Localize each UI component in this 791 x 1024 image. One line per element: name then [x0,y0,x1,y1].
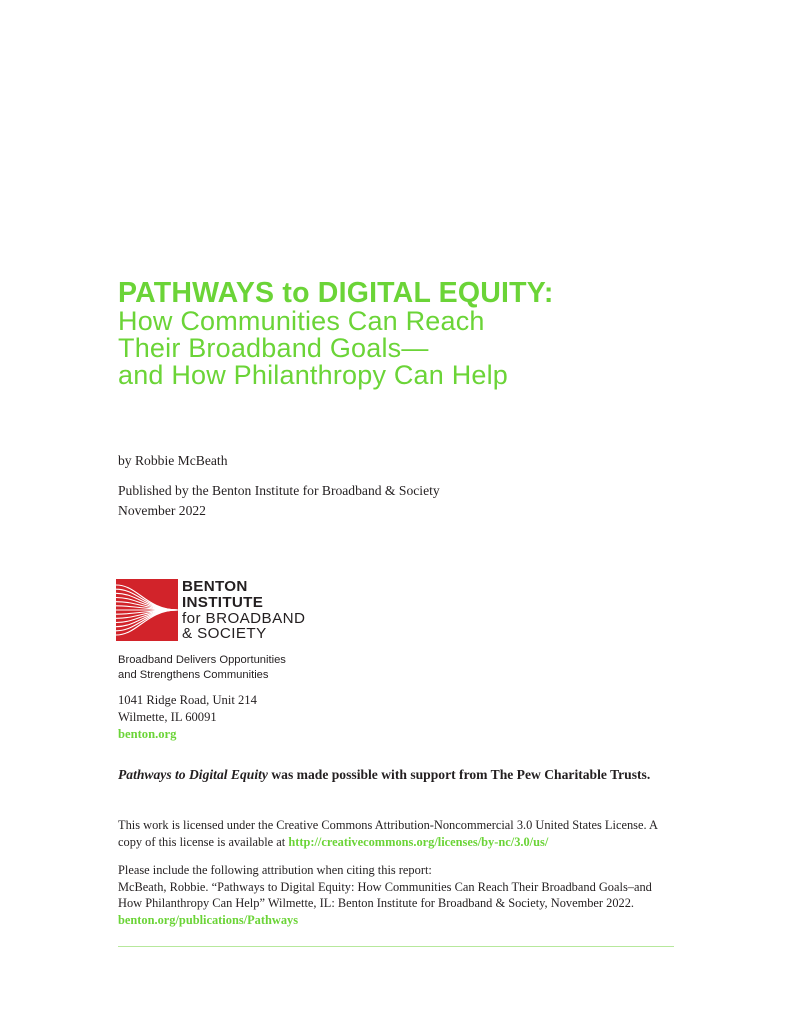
citation-link[interactable]: benton.org/publications/Pathways [118,912,299,927]
funding-acknowledgement [118,766,650,784]
report-name-italic: Pathways to Digital Equity [118,767,268,782]
footer-divider [118,946,674,947]
subtitle-line-2: Their Broadband Goals— [118,333,429,363]
publisher-line: Published by the Benton Institute for Broadband & Society [118,483,440,498]
title-main: PATHWAYS to DIGITAL EQUITY: [118,277,554,309]
citation-line-1: McBeath, Robbie. “Pathways to Digital Equity: How Communities Can Reach Their Broadband Goals–and [118,879,652,894]
logo-line-broadband: for BROADBAND [182,609,306,627]
license-line-2-text: copy of this license is available at [118,835,289,849]
subtitle-line-3: and How Philanthropy Can Help [118,360,509,390]
funding-text: was made possible with support from The Pew Charitable Trusts. [267,767,651,782]
tagline-line-1: Broadband Delivers Opportunities [118,654,286,666]
logo-line-society: & SOCIETY [182,625,267,643]
website-link[interactable]: benton.org [118,727,177,741]
tagline [118,653,286,683]
license-line-1: This work is licensed under the Creative Commons Attribution-Noncommercial 3.0 United States License. A [118,818,658,832]
logo-line-institute: INSTITUTE [182,593,264,611]
subtitle-line-1: How Communities Can Reach [118,306,485,336]
street-address: 1041 Ridge Road, Unit 214 [118,693,257,707]
broadband-fan-logo-icon [116,579,178,641]
license-notice [118,817,678,851]
citation-intro: Please include the following attribution when citing this report: [118,863,432,877]
publication-date: November 2022 [118,503,206,518]
citation-line-2: How Philanthropy Can Help” Wilmette, IL: Benton Institute for Broadband & Society, November 2022. [118,896,635,910]
citation-block [118,862,678,928]
publication-info [118,481,440,521]
report-title [118,278,554,389]
address-block [118,692,257,743]
license-line-2 [118,834,678,851]
byline: by Robbie McBeath [118,453,228,468]
logo-line-benton: BENTON [182,578,248,595]
license-link[interactable]: http://creativecommons.org/licenses/by-nc/3.0/us/ [288,835,549,849]
benton-institute-logo [116,579,336,643]
tagline-line-2: and Strengthens Communities [118,669,269,681]
city-state-zip: Wilmette, IL 60091 [118,710,217,724]
logo-wordmark [182,579,305,642]
